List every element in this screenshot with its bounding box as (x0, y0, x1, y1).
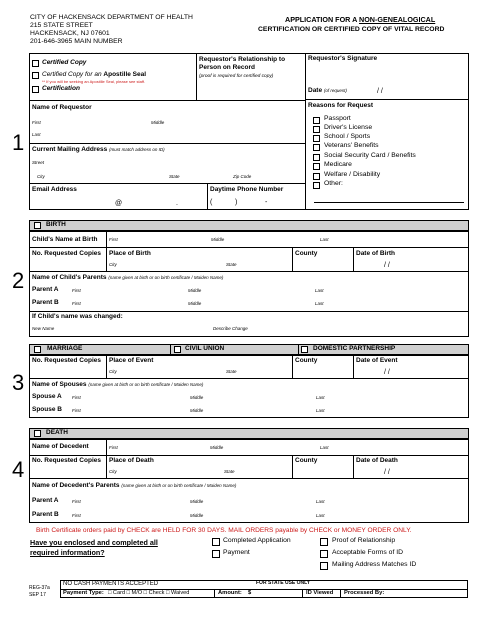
phone-paren-open[interactable]: ( (210, 199, 213, 206)
relationship-field[interactable] (199, 84, 301, 98)
decedent-first[interactable]: First (109, 445, 118, 450)
domestic-partnership-checkbox[interactable] (301, 346, 308, 353)
parent-b-middle[interactable]: Middle (188, 301, 202, 306)
parent-a-middle[interactable]: Middle (188, 288, 202, 293)
parent-a-label: Parent A (32, 286, 59, 293)
phone-paren-close: ) (235, 199, 238, 206)
decedent-last[interactable]: Last (320, 445, 329, 450)
child-parents-label: Name of Child's Parents (name given at birth or on birth certificate / Maiden Name) (32, 274, 224, 281)
certified-copy-label: Certified Copy (42, 59, 87, 66)
page-subtitle: CERTIFICATION OR CERTIFIED COPY OF VITAL RECORD (258, 26, 445, 33)
marriage-band-label: MARRIAGE (47, 345, 83, 352)
parent-a-first[interactable]: First (72, 288, 81, 293)
event-date-slashes[interactable]: / / (384, 369, 390, 376)
marriage-copies-label: No. Requested Copies (32, 357, 101, 364)
email-at[interactable]: @ (115, 200, 123, 207)
event-place-label: Place of Event (109, 357, 154, 364)
spouse-b-middle[interactable]: Middle (190, 408, 204, 413)
checklist-question-1: Have you enclosed and completed all (30, 538, 158, 547)
id-viewed-label[interactable]: ID Viewed (306, 590, 334, 596)
apostille-label: Certified Copy for an Apostille Seal (42, 71, 147, 78)
dept-line-4: 201-646-3965 MAIN NUMBER (30, 38, 123, 45)
address-zip[interactable]: Zip Code (233, 174, 252, 179)
address-label: Current Mailing Address (must match address on ID) (32, 146, 165, 153)
birth-date-slashes[interactable]: / / (384, 262, 390, 269)
death-date-slashes[interactable]: / / (384, 469, 390, 476)
certified-copy-checkbox[interactable] (32, 60, 39, 67)
child-middle[interactable]: Middle (211, 237, 225, 242)
proof-relationship-label: Proof of Relationship (332, 537, 396, 544)
acceptable-id-label: Acceptable Forms of ID (332, 549, 404, 556)
dept-line-1: CITY OF HACKENSACK DEPARTMENT OF HEALTH (30, 14, 193, 21)
name-changed-label: If Child's name was changed: (32, 313, 123, 320)
reason-social-security: Social Security Card / Benefits (324, 152, 416, 159)
reason-welfare-checkbox[interactable] (313, 173, 320, 180)
birth-band (29, 220, 469, 231)
parent-a-last[interactable]: Last (315, 288, 324, 293)
spouse-b-first[interactable]: First (72, 408, 81, 413)
completed-application-label: Completed Application (223, 537, 291, 544)
reason-other-line[interactable] (314, 202, 464, 203)
child-last[interactable]: Last (320, 237, 329, 242)
reason-welfare: Welfare / Disability (324, 171, 381, 178)
address-street[interactable]: Street (32, 160, 45, 165)
address-city[interactable]: City (37, 174, 45, 179)
decedent-parent-a-middle[interactable]: Middle (190, 499, 204, 504)
mailing-address-label: Mailing Address Matches ID (332, 561, 417, 568)
reason-school-checkbox[interactable] (313, 135, 320, 142)
no-cash-notice: NO CASH PAYMENTS ACCEPTED (63, 581, 159, 587)
form-code: REG-37a (29, 585, 50, 591)
reason-other: Other: (324, 180, 343, 187)
death-band-label: DEATH (46, 429, 68, 436)
signature-field[interactable] (308, 65, 466, 83)
describe-change[interactable]: Describe Change (213, 326, 248, 331)
reason-medicare: Medicare (324, 161, 352, 168)
decedent-parents-label: Name of Decedent's Parents (name given at birth or on birth certificate / Maiden Name) (32, 482, 237, 489)
death-state[interactable]: State (224, 469, 235, 474)
requestor-last[interactable]: Last (32, 132, 41, 137)
new-name[interactable]: New Name (32, 326, 55, 331)
certification-label: Certification (42, 85, 80, 92)
death-frame (29, 439, 469, 523)
decedent-parent-b-first[interactable]: First (72, 513, 81, 518)
birth-copies-label: No. Requested Copies (32, 250, 101, 257)
parent-b-first[interactable]: First (72, 301, 81, 306)
death-city[interactable]: City (109, 469, 117, 474)
spouse-a-first[interactable]: First (72, 395, 81, 400)
decedent-parent-b-middle[interactable]: Middle (190, 513, 204, 518)
civil-union-label: CIVIL UNION (185, 345, 225, 352)
payment-notice: Birth Certificate orders paid by CHECK are HELD FOR 30 DAYS. MAIL ORDERS payable by CHECK or MONEY ORDER ONLY. (36, 527, 412, 534)
proof-relationship-checkbox[interactable] (320, 538, 328, 546)
reason-school: School / Sports (324, 133, 371, 140)
reason-license: Driver's License (324, 124, 373, 131)
spouse-a-last[interactable]: Last (316, 395, 325, 400)
reason-license-checkbox[interactable] (313, 126, 320, 133)
reason-medicare-checkbox[interactable] (313, 163, 320, 170)
date-slashes[interactable]: / / (377, 88, 383, 95)
completed-application-checkbox[interactable] (212, 538, 220, 546)
birth-checkbox[interactable] (34, 222, 41, 229)
child-name-label: Child's Name at Birth (32, 236, 98, 243)
dept-line-2: 215 STATE STREET (30, 22, 93, 29)
amount-label: Amount: (218, 590, 242, 596)
requestor-first[interactable]: First (32, 120, 41, 125)
reasons-label: Reasons for Request (308, 102, 374, 109)
birth-band-label: BIRTH (46, 221, 66, 228)
processed-by-label[interactable]: Processed By: (344, 590, 385, 596)
requestor-name-label: Name of Requestor (32, 104, 92, 111)
mailing-address-checkbox[interactable] (320, 562, 328, 570)
marriage-band (29, 344, 469, 355)
relationship-note: (proof is required for certified copy) (199, 74, 274, 79)
death-band (29, 428, 469, 439)
relationship-label: Requestor's Relationship to Person on Record (199, 56, 286, 71)
decedent-parent-a-label: Parent A (32, 497, 59, 504)
spouse-a-label: Spouse A (32, 393, 62, 400)
address-state[interactable]: State (169, 174, 180, 179)
birth-county-label: County (295, 250, 318, 257)
birth-place-label: Place of Birth (109, 250, 151, 257)
amount-dollar[interactable]: $ (248, 590, 252, 596)
parent-b-label: Parent B (32, 299, 59, 306)
reason-passport: Passport (324, 115, 351, 122)
signature-label: Requestor's Signature (308, 55, 378, 62)
birth-state[interactable]: State (226, 262, 237, 267)
apostille-checkbox[interactable] (32, 72, 39, 79)
event-city[interactable]: City (109, 369, 117, 374)
reason-passport-checkbox[interactable] (313, 117, 320, 124)
marriage-checkbox[interactable] (34, 346, 41, 353)
section-number-3: 3 (12, 370, 25, 395)
dept-line-3: HACKENSACK, NJ 07601 (30, 30, 110, 37)
email-dot: . (176, 200, 178, 207)
spouse-b-last[interactable]: Last (316, 408, 325, 413)
reason-social-security-checkbox[interactable] (313, 154, 320, 161)
death-copies-label: No. Requested Copies (32, 457, 101, 464)
event-county-label: County (295, 357, 318, 364)
requestor-middle[interactable]: Middle (151, 120, 165, 125)
section-number-2: 2 (12, 268, 25, 293)
certification-checkbox[interactable] (32, 86, 39, 93)
child-first[interactable]: First (109, 237, 118, 242)
spouse-b-label: Spouse B (32, 406, 62, 413)
decedent-label: Name of Decedent (32, 443, 89, 450)
acceptable-id-checkbox[interactable] (320, 550, 328, 558)
death-county-label: County (295, 457, 318, 464)
reason-other-checkbox[interactable] (313, 182, 320, 189)
civil-union-checkbox[interactable] (174, 346, 181, 353)
state-use-only: FOR STATE USE ONLY (256, 580, 311, 586)
decedent-parent-a-first[interactable]: First (72, 499, 81, 504)
payment-type-label: Payment Type: (63, 590, 104, 596)
birth-city[interactable]: City (109, 262, 117, 267)
reason-veterans: Veterans' Benefits (324, 142, 379, 149)
payment-checkbox[interactable] (212, 550, 220, 558)
event-state[interactable]: State (226, 369, 237, 374)
checklist-question-2: required information? (30, 548, 105, 557)
parent-b-last[interactable]: Last (315, 301, 324, 306)
form-date: SEP 17 (29, 592, 46, 598)
death-place-label: Place of Death (109, 457, 154, 464)
decedent-middle[interactable]: Middle (210, 445, 224, 450)
phone-label: Daytime Phone Number (210, 186, 284, 193)
decedent-parent-a-last[interactable]: Last (316, 499, 325, 504)
decedent-parent-b-last[interactable]: Last (316, 513, 325, 518)
apostille-note: ** If you will be seeking an Apostille Seal, please see staff. (42, 79, 146, 84)
death-checkbox[interactable] (34, 430, 41, 437)
payment-type-options[interactable]: □ Card □ M/O □ Check □ Waived (108, 590, 190, 596)
date-label: Date (of request) (308, 87, 347, 94)
section-number-4: 4 (12, 457, 25, 482)
spouses-label: Name of Spouses (name given at birth or on birth certificate / Maiden Name) (32, 381, 204, 388)
reason-veterans-checkbox[interactable] (313, 144, 320, 151)
section-number-1: 1 (12, 130, 25, 155)
page-title: APPLICATION FOR A NON-GENEALOGICAL (285, 15, 436, 24)
payment-label: Payment (223, 549, 250, 556)
decedent-parent-b-label: Parent B (32, 511, 59, 518)
event-date-label: Date of Event (356, 357, 398, 364)
email-label: Email Address (32, 186, 77, 193)
spouse-a-middle[interactable]: Middle (190, 395, 204, 400)
birth-date-label: Date of Birth (356, 250, 395, 257)
domestic-partnership-label: DOMESTIC PARTNERSHIP (313, 345, 396, 352)
phone-dash: - (265, 199, 268, 206)
death-date-label: Date of Death (356, 457, 398, 464)
